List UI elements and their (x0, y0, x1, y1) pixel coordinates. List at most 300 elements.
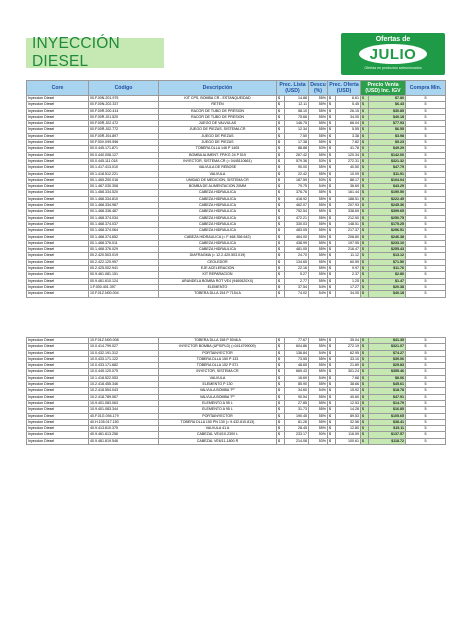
cell-precio-venta: $49.29 (369, 146, 406, 152)
cell-lista-currency: $ (277, 146, 285, 152)
cell-core: Inyeccion Diesel (27, 108, 89, 114)
cell-oferta-currency: $ (328, 407, 336, 413)
cell-codigo: 00.F.00R.J02.772 (89, 127, 159, 133)
cell-precio-oferta: 38.66 (336, 382, 361, 388)
cell-compra-min: 5 (406, 184, 446, 190)
cell-descuento: 53% (309, 177, 328, 183)
cell-precio-oferta: 60.59 (336, 259, 361, 265)
cell-lista-currency: $ (277, 221, 285, 227)
cell-precio-lista: 438.99 (285, 240, 309, 246)
cell-descripcion: VALVULA (159, 375, 277, 381)
cell-precio-oferta: 33.10 (336, 356, 361, 362)
cell-descuento: 54% (309, 284, 328, 290)
cell-precio-oferta: 89.53 (336, 413, 361, 419)
cell-precio-lista: 418.92 (285, 196, 309, 202)
cell-precio-venta: $30.85 (369, 108, 406, 114)
cell-codigo: 10.1.418.522.053 (89, 375, 159, 381)
cell-compra-min: 5 (406, 407, 446, 413)
header-descripcion: Descripción (159, 81, 277, 96)
header-precio-venta: Precio Venta (USD) Inc. IGV (361, 81, 406, 96)
cell-lista-currency: $ (277, 426, 285, 432)
cell-descuento: 54% (309, 350, 328, 356)
cell-core: Inyeccion Diesel (27, 196, 89, 202)
cell-core: Inyeccion Diesel (27, 291, 89, 297)
cell-lista-currency: $ (277, 114, 285, 120)
cell-precio-lista: 14.88 (285, 96, 309, 102)
cell-precio-venta: $40.18 (369, 291, 406, 297)
cell-descripcion: KIT CPS, BOMBA CR - ESTANQUEIDAD (159, 96, 277, 102)
cell-compra-min: 5 (406, 375, 446, 381)
cell-codigo: 10.0.414.799.027 (89, 344, 159, 350)
cell-descuento: 55% (309, 338, 328, 344)
cell-codigo: 10.F.01Z.N00.004 (89, 291, 159, 297)
cell-descripcion: INYECTOR, SISTEMA CR (159, 369, 277, 375)
cell-oferta-currency: $ (328, 266, 336, 272)
cell-core: Inyeccion Diesel (27, 259, 89, 265)
cell-precio-venta: $45.61 (369, 382, 406, 388)
cell-descuento: 50% (309, 432, 328, 438)
cell-precio-lista: 579.36 (285, 158, 309, 164)
cell-descuento: 55% (309, 140, 328, 146)
cell-compra-min: 5 (406, 388, 446, 394)
header-compra-min: Compra Min. (406, 81, 446, 96)
cell-precio-venta: $8.06 (369, 375, 406, 381)
cell-oferta-currency: $ (328, 369, 336, 375)
cell-compra-min: 5 (406, 259, 446, 265)
cell-compra-min: 5 (406, 121, 446, 127)
cell-descuento: 55% (309, 171, 328, 177)
cell-codigo: 00.1.468.374.037 (89, 221, 159, 227)
cell-codigo: 00.0.445.111.018 (89, 158, 159, 164)
cell-oferta-currency: $ (328, 121, 336, 127)
cell-core: Inyeccion Diesel (27, 419, 89, 425)
cell-venta-currency: $ (361, 291, 369, 297)
cell-core: Inyeccion Diesel (27, 253, 89, 259)
cell-precio-lista: 16.69 (285, 375, 309, 381)
cell-codigo: 00.1.467.030.308 (89, 184, 159, 190)
table-body-2 (27, 338, 446, 445)
cell-precio-oferta: 41.78 (336, 146, 361, 152)
cell-descuento: 55% (309, 152, 328, 158)
cell-oferta-currency: $ (328, 203, 336, 209)
cell-venta-currency: $ (361, 253, 369, 259)
cell-precio-venta: $142.00 (369, 152, 406, 158)
cell-descripcion: JUEGO DE VALVULAS (159, 121, 277, 127)
cell-descripcion: CABEZAL VE4/10-2300 L (159, 432, 277, 438)
cell-core: Inyeccion Diesel (27, 375, 89, 381)
cell-precio-oferta: 3.38 (336, 133, 361, 139)
cell-precio-lista: 136.84 (285, 350, 309, 356)
cell-precio-lista: 77.67 (285, 338, 309, 344)
cell-precio-oferta: 12.53 (336, 400, 361, 406)
cell-core: Inyeccion Diesel (27, 356, 89, 362)
cell-precio-lista: 214.08 (285, 438, 309, 444)
cell-oferta-currency: $ (328, 247, 336, 253)
cell-oferta-currency: $ (328, 413, 336, 419)
cell-lista-currency: $ (277, 234, 285, 240)
cell-core: Inyeccion Diesel (27, 184, 89, 190)
cell-precio-oferta: 5.55 (336, 127, 361, 133)
cell-lista-currency: $ (277, 382, 285, 388)
cell-venta-currency: $ (361, 165, 369, 171)
cell-lista-currency: $ (277, 203, 285, 209)
cell-lista-currency: $ (277, 419, 285, 425)
cell-venta-currency: $ (361, 426, 369, 432)
cell-venta-currency: $ (361, 234, 369, 240)
cell-precio-venta: $255.43 (369, 247, 406, 253)
cell-compra-min: 5 (406, 209, 446, 215)
cell-core: Inyeccion Diesel (27, 114, 89, 120)
cell-lista-currency: $ (277, 108, 285, 114)
cell-venta-currency: $ (361, 209, 369, 215)
cell-venta-currency: $ (361, 350, 369, 356)
cell-core: Inyeccion Diesel (27, 133, 89, 139)
cell-precio-oferta: 66.04 (336, 121, 361, 127)
cell-venta-currency: $ (361, 413, 369, 419)
cell-precio-lista: 376.76 (285, 190, 309, 196)
cell-precio-venta: $1.47 (369, 278, 406, 284)
cell-precio-venta: $71.50 (369, 259, 406, 265)
cell-descripcion: CABEZA HIDRAULICA (159, 209, 277, 215)
cell-oferta-currency: $ (328, 108, 336, 114)
cell-oferta-currency: $ (328, 114, 336, 120)
cell-precio-oferta: 88.17 (336, 177, 361, 183)
cell-oferta-currency: $ (328, 272, 336, 278)
cell-compra-min: 5 (406, 228, 446, 234)
cell-precio-venta: $20.38 (369, 284, 406, 290)
cell-compra-min: 5 (406, 369, 446, 375)
cell-venta-currency: $ (361, 375, 369, 381)
cell-descuento: 55% (309, 344, 328, 350)
cell-compra-min: 5 (406, 438, 446, 444)
cell-codigo: 00.1.465.Z00.016 (89, 177, 159, 183)
cell-descuento: 55% (309, 96, 328, 102)
cell-venta-currency: $ (361, 152, 369, 158)
cell-venta-currency: $ (361, 284, 369, 290)
cell-core: Inyeccion Diesel (27, 177, 89, 183)
cell-precio-lista: 464.00 (285, 234, 309, 240)
cell-lista-currency: $ (277, 196, 285, 202)
cell-compra-min: 5 (406, 240, 446, 246)
cell-descripcion: TOBERA DLLA 152 P 571 (159, 363, 277, 369)
cell-descuento: 54% (309, 291, 328, 297)
cell-lista-currency: $ (277, 400, 285, 406)
cell-venta-currency: $ (361, 278, 369, 284)
cell-oferta-currency: $ (328, 96, 336, 102)
cell-oferta-currency: $ (328, 259, 336, 265)
cell-lista-currency: $ (277, 240, 285, 246)
cell-precio-lista: 28.45 (285, 426, 309, 432)
cell-descuento: 55% (309, 272, 328, 278)
cell-lista-currency: $ (277, 350, 285, 356)
cell-venta-currency: $ (361, 190, 369, 196)
cell-descripcion: CABEZA HIDRAULICA (159, 196, 277, 202)
cell-precio-lista: 146.75 (285, 121, 309, 127)
cell-precio-lista: 90.00 (285, 165, 309, 171)
cell-descripcion: PORTAINYECTOR (159, 350, 277, 356)
cell-oferta-currency: $ (328, 344, 336, 350)
cell-precio-oferta: 212.50 (336, 215, 361, 221)
cell-descripcion: TOBERA DLLA 158 P 5046 A (159, 338, 277, 344)
cell-lista-currency: $ (277, 247, 285, 253)
cell-precio-oferta: 216.47 (336, 247, 361, 253)
cell-compra-min: 5 (406, 382, 446, 388)
cell-precio-oferta: 338.69 (336, 209, 361, 215)
cell-compra-min: 5 (406, 400, 446, 406)
cell-descuento: 55% (309, 400, 328, 406)
cell-codigo: 10.2.418.789.067 (89, 394, 159, 400)
cell-core: Inyeccion Diesel (27, 102, 89, 108)
cell-venta-currency: $ (361, 382, 369, 388)
cell-precio-venta: $246.38 (369, 234, 406, 240)
cell-venta-currency: $ (361, 140, 369, 146)
cell-venta-currency: $ (361, 438, 369, 444)
cell-precio-oferta: 100.61 (336, 438, 361, 444)
cell-descripcion: CABEZA HIDRAULICA (159, 247, 277, 253)
cell-precio-venta: $118.72 (369, 438, 406, 444)
cell-venta-currency: $ (361, 102, 369, 108)
cell-oferta-currency: $ (328, 102, 336, 108)
cell-venta-currency: $ (361, 369, 369, 375)
cell-venta-currency: $ (361, 247, 369, 253)
cell-compra-min: 5 (406, 284, 446, 290)
cell-descuento: 55% (309, 394, 328, 400)
cell-lista-currency: $ (277, 272, 285, 278)
cell-precio-oferta: 17.27 (336, 284, 361, 290)
cell-codigo: 00.0.445.171.871 (89, 146, 159, 152)
cell-precio-venta: $104.04 (369, 177, 406, 183)
cell-compra-min: 5 (406, 419, 446, 425)
cell-compra-min: 5 (406, 108, 446, 114)
cell-precio-lista: 85.90 (285, 382, 309, 388)
cell-codigo: 40.9.461.619.546 (89, 438, 159, 444)
cell-descripcion: UNIDAD DE MEDICION, SISTEMA CR (159, 177, 277, 183)
cell-compra-min: 5 (406, 190, 446, 196)
cell-oferta-currency: $ (328, 291, 336, 297)
cell-descuento: 55% (309, 203, 328, 209)
cell-precio-lista: 190.45 (285, 413, 309, 419)
cell-precio-venta: $25.83 (369, 363, 406, 369)
cell-descripcion: CABEZAL VE6/11-1800 R (159, 438, 277, 444)
cell-descripcion: TOBERA DLLA 146 P 1405 (159, 146, 277, 152)
cell-oferta-currency: $ (328, 375, 336, 381)
cell-descripcion: CABEZA HIDRAULICA (159, 215, 277, 221)
cell-core: Inyeccion Diesel (27, 190, 89, 196)
cell-lista-currency: $ (277, 140, 285, 146)
cell-precio-lista: 2.77 (285, 278, 309, 284)
cell-precio-oferta: 10.09 (336, 171, 361, 177)
cell-descuento: 55% (309, 121, 328, 127)
cell-precio-oferta: 6.61 (336, 96, 361, 102)
cell-core: Inyeccion Diesel (27, 382, 89, 388)
cell-venta-currency: $ (361, 338, 369, 344)
promo-month: JULIO (369, 45, 417, 63)
cell-core: Inyeccion Diesel (27, 388, 89, 394)
page-title: INYECCIÓN DIESEL (32, 35, 120, 70)
cell-lista-currency: $ (277, 284, 285, 290)
cell-compra-min: 5 (406, 165, 446, 171)
cell-venta-currency: $ (361, 259, 369, 265)
cell-venta-currency: $ (361, 356, 369, 362)
cell-precio-venta: $137.57 (369, 432, 406, 438)
cell-descuento: 55% (309, 363, 328, 369)
cell-venta-currency: $ (361, 184, 369, 190)
cell-venta-currency: $ (361, 146, 369, 152)
cell-precio-venta: $11.76 (369, 266, 406, 272)
price-table-2 (26, 337, 446, 445)
cell-precio-oferta: 11.12 (336, 253, 361, 259)
cell-precio-lista: 12.11 (285, 102, 309, 108)
cell-compra-min: 5 (406, 146, 446, 152)
cell-codigo: 00.1.468.334.520 (89, 190, 159, 196)
cell-descuento: 55% (309, 369, 328, 375)
cell-codigo: 40.F.01G.094.179 (89, 413, 159, 419)
cell-precio-venta: $41.35 (369, 338, 406, 344)
cell-precio-lista: 90.54 (285, 394, 309, 400)
cell-descripcion: EJE ACELERACION (159, 266, 277, 272)
header-precio-lista: Prec. Lista (USD) (277, 81, 309, 96)
cell-core: Inyeccion Diesel (27, 363, 89, 369)
cell-precio-oferta: 120.34 (336, 152, 361, 158)
cell-venta-currency: $ (361, 108, 369, 114)
cell-oferta-currency: $ (328, 363, 336, 369)
cell-precio-oferta: 15.92 (336, 388, 361, 394)
cell-descripcion: RETEN (159, 102, 277, 108)
cell-precio-oferta: 272.19 (336, 344, 361, 350)
cell-core: Inyeccion Diesel (27, 228, 89, 234)
cell-compra-min: 5 (406, 291, 446, 297)
cell-precio-oferta: 161.44 (336, 190, 361, 196)
cell-descripcion: INYECTOR BOMBA (UPS/PLD) (=0414799009) (159, 344, 277, 350)
cell-core: Inyeccion Diesel (27, 209, 89, 215)
cell-venta-currency: $ (361, 133, 369, 139)
cell-oferta-currency: $ (328, 240, 336, 246)
cell-lista-currency: $ (277, 338, 285, 344)
cell-core: Inyeccion Diesel (27, 247, 89, 253)
cell-descuento: 55% (309, 190, 328, 196)
header-codigo: Código (89, 81, 159, 96)
cell-precio-lista: 604.86 (285, 344, 309, 350)
cell-precio-lista: 462.07 (285, 203, 309, 209)
cell-descripcion: VALVULA (159, 171, 277, 177)
cell-lista-currency: $ (277, 102, 285, 108)
cell-core: Inyeccion Diesel (27, 96, 89, 102)
cell-descuento: 55% (309, 228, 328, 234)
cell-descuento: 55% (309, 419, 328, 425)
cell-lista-currency: $ (277, 127, 285, 133)
cell-precio-oferta: 272.31 (336, 158, 361, 164)
cell-precio-lista: 5.27 (285, 272, 309, 278)
cell-descripcion: ELEMENTO P 130 (159, 382, 277, 388)
cell-descripcion: TOBERA DLLA 150 PN 130 (= 9.432.610.813) (159, 419, 277, 425)
cell-precio-lista: 7.50 (285, 133, 309, 139)
cell-descripcion: PORTAINYECTOR (159, 413, 277, 419)
cell-oferta-currency: $ (328, 158, 336, 164)
cell-codigo: 10.F.01Z.N00.008 (89, 338, 159, 344)
cell-compra-min: 5 (406, 356, 446, 362)
cell-codigo: 00.0.440.008.127 (89, 152, 159, 158)
cell-compra-min: 5 (406, 152, 446, 158)
cell-codigo: 10.9.401.083.344 (89, 407, 159, 413)
promo-badge (341, 33, 445, 75)
cell-precio-venta: $16.85 (369, 407, 406, 413)
cell-compra-min: 5 (406, 215, 446, 221)
header-descuento: Descu (%) (310, 82, 326, 94)
cell-descuento: 55% (309, 259, 328, 265)
cell-precio-venta: $13.12 (369, 253, 406, 259)
cell-precio-venta: $245.36 (369, 203, 406, 209)
cell-descripcion: ELEMENTO A 95 L (159, 407, 277, 413)
cell-compra-min: 5 (406, 338, 446, 344)
cell-oferta-currency: $ (328, 338, 336, 344)
cell-venta-currency: $ (361, 272, 369, 278)
cell-precio-venta: $175.25 (369, 221, 406, 227)
cell-lista-currency: $ (277, 369, 285, 375)
cell-venta-currency: $ (361, 363, 369, 369)
cell-descuento: 55% (309, 413, 328, 419)
cell-descuento: 54% (309, 388, 328, 394)
cell-lista-currency: $ (277, 165, 285, 171)
cell-precio-lista: 481.05 (285, 247, 309, 253)
cell-descripcion: BOMBA DE ALIMENTACION 20MM (159, 184, 277, 190)
cell-descuento: 55% (309, 426, 328, 432)
cell-precio-venta: $14.79 (369, 400, 406, 406)
cell-precio-venta: $15.11 (369, 426, 406, 432)
cell-oferta-currency: $ (328, 432, 336, 438)
cell-descripcion: RACOR DE TUBO DE PRESION (159, 114, 277, 120)
cell-oferta-currency: $ (328, 221, 336, 227)
cell-descuento: 55% (309, 196, 328, 202)
cell-lista-currency: $ (277, 356, 285, 362)
cell-precio-lista: 22.16 (285, 266, 309, 272)
header-precio-oferta: Prec. Oferta (USD) (329, 82, 359, 94)
cell-oferta-currency: $ (328, 234, 336, 240)
cell-lista-currency: $ (277, 259, 285, 265)
cell-lista-currency: $ (277, 407, 285, 413)
cell-core: Inyeccion Diesel (27, 432, 89, 438)
cell-descripcion: VALVULA BOMBA "P" (159, 388, 277, 394)
cell-core: Inyeccion Diesel (27, 438, 89, 444)
cell-compra-min: 5 (406, 196, 446, 202)
cell-precio-oferta: 1.25 (336, 278, 361, 284)
cell-precio-venta: $222.45 (369, 196, 406, 202)
cell-precio-lista: 267.42 (285, 152, 309, 158)
page-title-banner (26, 35, 164, 70)
cell-core: Inyeccion Diesel (27, 165, 89, 171)
table-row (27, 438, 446, 444)
cell-oferta-currency: $ (328, 215, 336, 221)
cell-precio-venta: $47.79 (369, 165, 406, 171)
cell-precio-venta: $190.50 (369, 190, 406, 196)
cell-precio-lista: 31.73 (285, 407, 309, 413)
cell-oferta-currency: $ (328, 400, 336, 406)
cell-venta-currency: $ (361, 228, 369, 234)
cell-lista-currency: $ (277, 394, 285, 400)
cell-oferta-currency: $ (328, 284, 336, 290)
cell-descripcion: ELEMENTO (159, 284, 277, 290)
cell-oferta-currency: $ (328, 356, 336, 362)
cell-venta-currency: $ (361, 203, 369, 209)
cell-descuento: 55% (309, 253, 328, 259)
cell-descuento: 55% (309, 209, 328, 215)
cell-codigo: 10.2.418.455.346 (89, 382, 159, 388)
cell-codigo: 00.1.468.376.011 (89, 240, 159, 246)
cell-codigo: 40.9.413.610.375 (89, 426, 159, 432)
cell-core: Inyeccion Diesel (27, 272, 89, 278)
cell-descripcion: JUEGO DE PIEZAS (159, 140, 277, 146)
cell-core: Inyeccion Diesel (27, 158, 89, 164)
cell-precio-lista: 73.55 (285, 356, 309, 362)
